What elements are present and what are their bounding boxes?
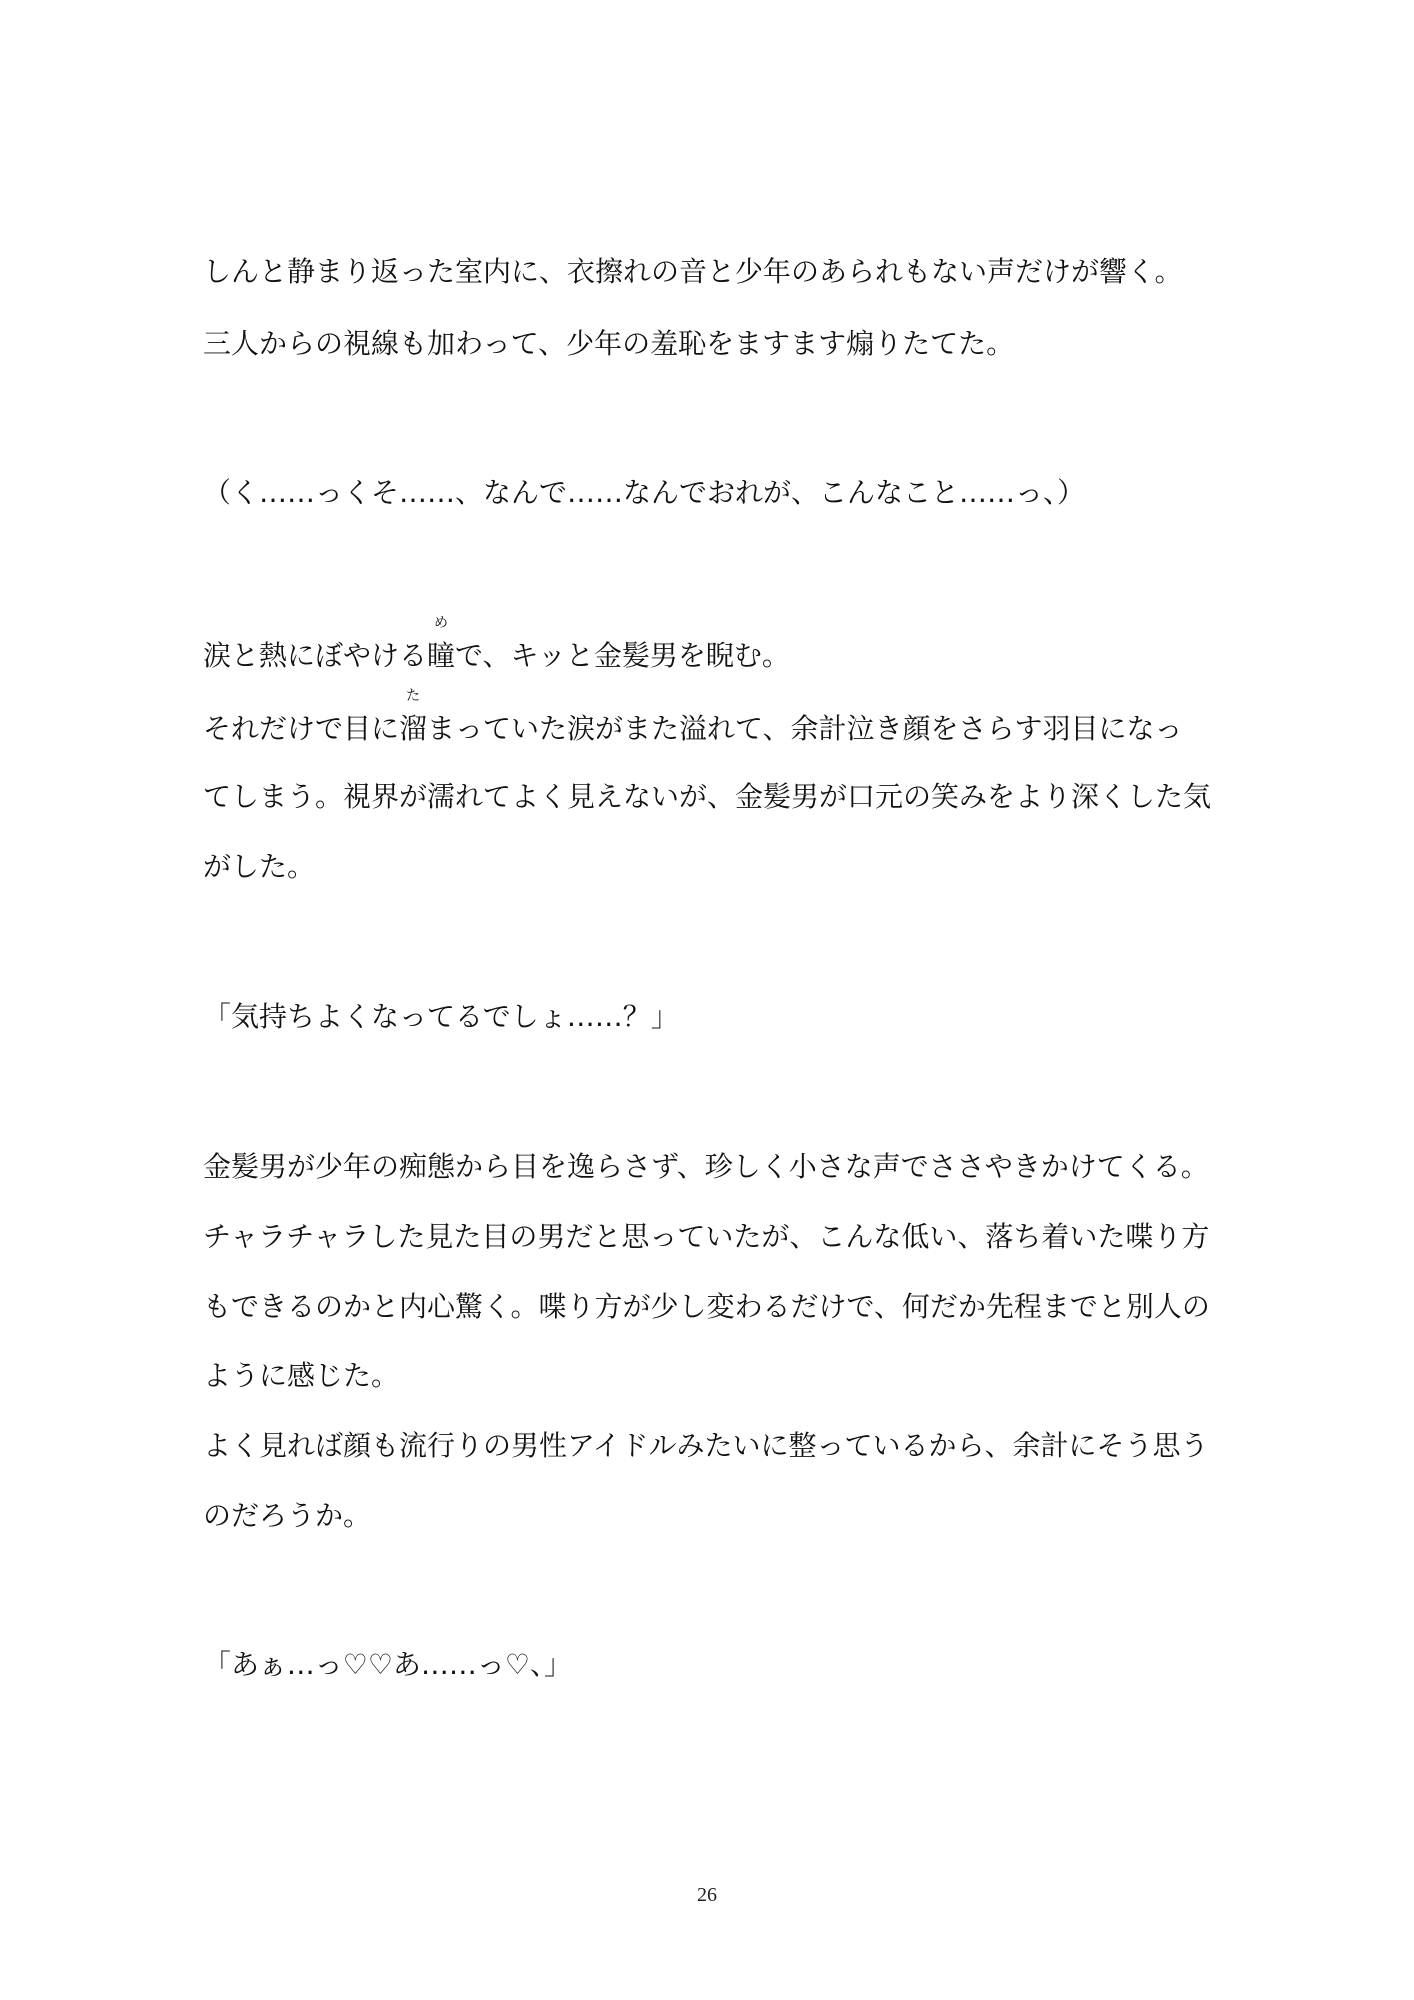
- text-line: よく見れば顔も流行りの男性アイドルみたいに整っているから、余計にそう思う: [203, 1429, 1209, 1462]
- ruby-annotation: [427, 615, 456, 674]
- ruby-reading: た: [406, 688, 421, 704]
- text-line-with-ruby: [203, 688, 1213, 747]
- ruby-base: 溜: [399, 712, 428, 745]
- text-line: てしまう。視界が濡れてよく見えないが、金髪男が口元の笑みをより深くした気: [203, 780, 1212, 813]
- text-line: （く……っくそ……、なんで……なんでおれが、こんなこと……っ、）: [203, 476, 1086, 509]
- text-line: ように感じた。: [203, 1359, 400, 1392]
- text-line: のだろうか。: [203, 1499, 372, 1532]
- text-line: 「気持ちよくなってるでしょ……？」: [203, 1000, 679, 1033]
- ruby-annotation: [399, 688, 428, 747]
- text-line: 「あぁ…っ♡♡あ……っ♡、」: [203, 1648, 573, 1681]
- text-line: 金髪男が少年の痴態から目を逸らさず、珍しく小さな声でささやきかけてくる。: [203, 1150, 1209, 1183]
- text-segment: で、キッと金髪男を睨む。: [455, 639, 790, 672]
- text-line: しんと静まり返った室内に、衣擦れの音と少年のあられもない声だけが響く。: [203, 255, 1183, 288]
- text-segment: 涙と熱にぼやける: [203, 639, 428, 672]
- text-segment: まっていた涙がまた溢れて、余計泣き顔をさらす羽目になっ: [427, 712, 1183, 745]
- text-line-with-ruby: [203, 615, 1213, 674]
- text-line: チャラチャラした見た目の男だと思っていたが、こんな低い、落ち着いた喋り方: [203, 1220, 1210, 1253]
- text-line: がした。: [203, 850, 316, 883]
- text-line: もできるのかと内心驚く。喋り方が少し変わるだけで、何だか先程までと別人の: [203, 1290, 1210, 1323]
- ruby-reading: め: [434, 615, 449, 631]
- text-line: 三人からの視線も加わって、少年の羞恥をますます煽りたてた。: [203, 327, 1015, 360]
- text-segment: それだけで目に: [203, 712, 400, 745]
- page-number: 26: [697, 1884, 717, 1906]
- ruby-base: 瞳: [427, 639, 456, 672]
